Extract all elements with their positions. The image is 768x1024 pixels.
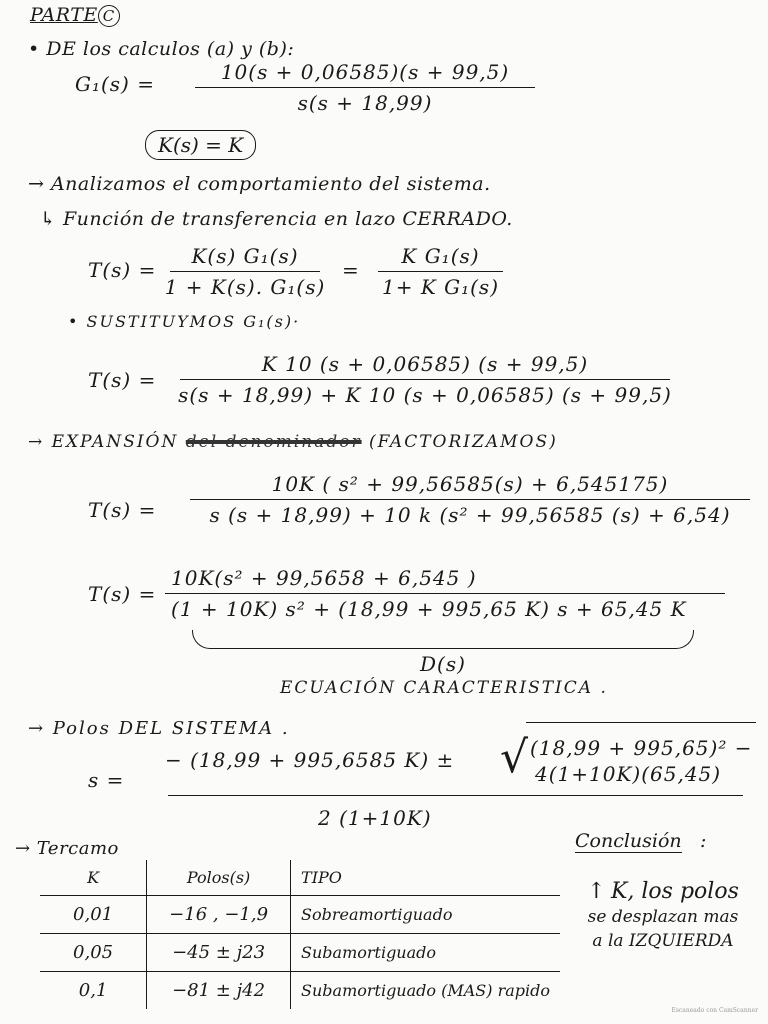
substitute-line: • SUSTITUYMOS G₁(s)· xyxy=(68,312,301,331)
conclusion-colon: : xyxy=(700,830,707,852)
t-sub-fraction xyxy=(180,352,670,407)
table-arrow-label: → Tercamo xyxy=(15,838,119,859)
table-row xyxy=(40,972,560,1010)
sqrt-icon: √ xyxy=(500,732,529,783)
table-cell: −16 , −1,9 xyxy=(147,896,291,934)
conclusion-title xyxy=(575,830,682,853)
conclusion-text-1: K, los polos xyxy=(610,879,739,904)
fraction-bar xyxy=(165,593,725,594)
table-cell: Subamortiguado (MAS) rapido xyxy=(291,972,560,1010)
analysis-step-2: ↳ Función de transferencia en lazo CERRADO. xyxy=(40,208,513,230)
sqrt-overline xyxy=(526,722,756,723)
t-numerator-2: K G₁(s) xyxy=(401,244,480,268)
expansion-text: → EXPANSIÓN xyxy=(28,432,179,452)
table-cell: 0,05 xyxy=(40,934,147,972)
poles-fraction-bar xyxy=(168,795,743,796)
g1-lhs: G₁(s) = xyxy=(75,72,155,96)
fraction-bar xyxy=(170,271,320,272)
fraction-bar xyxy=(180,379,670,380)
analysis-step-1: → Analizamos el comportamiento del sistema. xyxy=(28,173,491,195)
fraction-bar xyxy=(195,87,535,88)
g1-denominator: s(s + 18,99) xyxy=(297,91,433,115)
table-header-k: K xyxy=(40,860,147,896)
part-letter-badge: C xyxy=(98,5,120,27)
t-denominator-2: 1+ K G₁(s) xyxy=(382,275,500,299)
table-cell: Subamortiguado xyxy=(291,934,560,972)
conclusion-text-2: se desplazan mas xyxy=(587,907,739,927)
g1-fraction xyxy=(195,60,535,115)
t-exp1-fraction xyxy=(190,472,750,527)
table-cell: Sobreamortiguado xyxy=(291,896,560,934)
s-lhs: s = xyxy=(88,768,125,792)
t-fraction-1 xyxy=(164,244,326,299)
t-exp2-fraction xyxy=(165,566,725,621)
table-row xyxy=(40,934,560,972)
g1-numerator: 10(s + 0,06585)(s + 99,5) xyxy=(220,60,510,84)
table-cell: −45 ± j23 xyxy=(147,934,291,972)
scanner-watermark: Escaneado con CamScanner xyxy=(671,1007,758,1014)
arrow-up-icon: ↑ xyxy=(587,879,606,904)
t-lhs: T(s) = xyxy=(88,258,157,282)
table-cell: 0,1 xyxy=(40,972,147,1010)
t-sub-denominator: s(s + 18,99) + K 10 (s + 0,06585) (s + 99,5) xyxy=(178,383,672,407)
factor-text: (FACTORIZAMOS) xyxy=(368,432,558,452)
t-exp2-numerator: 10K(s² + 99,5658 + 6,545 ) xyxy=(171,566,477,590)
page-title xyxy=(30,4,120,27)
table-cell: −81 ± j42 xyxy=(147,972,291,1010)
table-header-type: TIPO xyxy=(301,868,342,887)
table-row xyxy=(40,896,560,934)
t-exp2-denominator: (1 + 10K) s² + (18,99 + 995,65 K) s + 65,45 K xyxy=(171,597,687,621)
poles-label: → Polos DEL SISTEMA . xyxy=(28,718,290,739)
t-denominator-1: 1 + K(s). G₁(s) xyxy=(164,275,326,299)
radicand-bottom: 4(1+10K)(65,45) xyxy=(535,762,722,786)
t-exp1-denominator: s (s + 18,99) + 10 k (s² + 99,56585 (s) + 6,54) xyxy=(209,503,731,527)
table-header-row xyxy=(40,860,560,896)
intro-line: • DE los calculos (a) y (b): xyxy=(28,38,295,60)
conclusion-body xyxy=(568,880,758,953)
table-header-poles: Polos(s) xyxy=(147,860,291,896)
t-fraction-2 xyxy=(378,244,503,299)
conclusion-line-1 xyxy=(568,880,758,905)
t-exp1-numerator: 10K ( s² + 99,56585(s) + 6,545175) xyxy=(271,472,669,496)
poles-table xyxy=(40,860,560,1009)
poles-num-left: − (18,99 + 995,6585 K) ± xyxy=(165,748,455,772)
t-exp2-lhs: T(s) = xyxy=(88,582,157,606)
expansion-label xyxy=(28,432,558,452)
equals-sign: = xyxy=(342,258,360,282)
underbrace xyxy=(192,630,694,649)
struck-text: del denominador xyxy=(185,432,362,452)
t-numerator-1: K(s) G₁(s) xyxy=(191,244,299,268)
fraction-bar xyxy=(378,271,503,272)
radicand-top: (18,99 + 995,65)² − xyxy=(530,736,753,760)
fraction-bar xyxy=(190,499,750,500)
table-cell: 0,01 xyxy=(40,896,147,934)
poles-denominator: 2 (1+10K) xyxy=(318,806,432,830)
conclusion-text-3: a la IZQUIERDA xyxy=(592,931,734,951)
t-sub-numerator: K 10 (s + 0,06585) (s + 99,5) xyxy=(261,352,589,376)
conclusion-title-text: Conclusión xyxy=(575,830,682,852)
d-label: D(s) xyxy=(420,652,466,676)
page-title-prefix: PARTE xyxy=(30,4,98,26)
t-sub-lhs: T(s) = xyxy=(88,368,157,392)
t-exp1-lhs: T(s) = xyxy=(88,498,157,522)
table-label xyxy=(15,838,119,859)
characteristic-equation-label: ECUACIÓN CARACTERISTICA . xyxy=(280,678,608,698)
k-box: K(s) = K xyxy=(145,130,256,160)
